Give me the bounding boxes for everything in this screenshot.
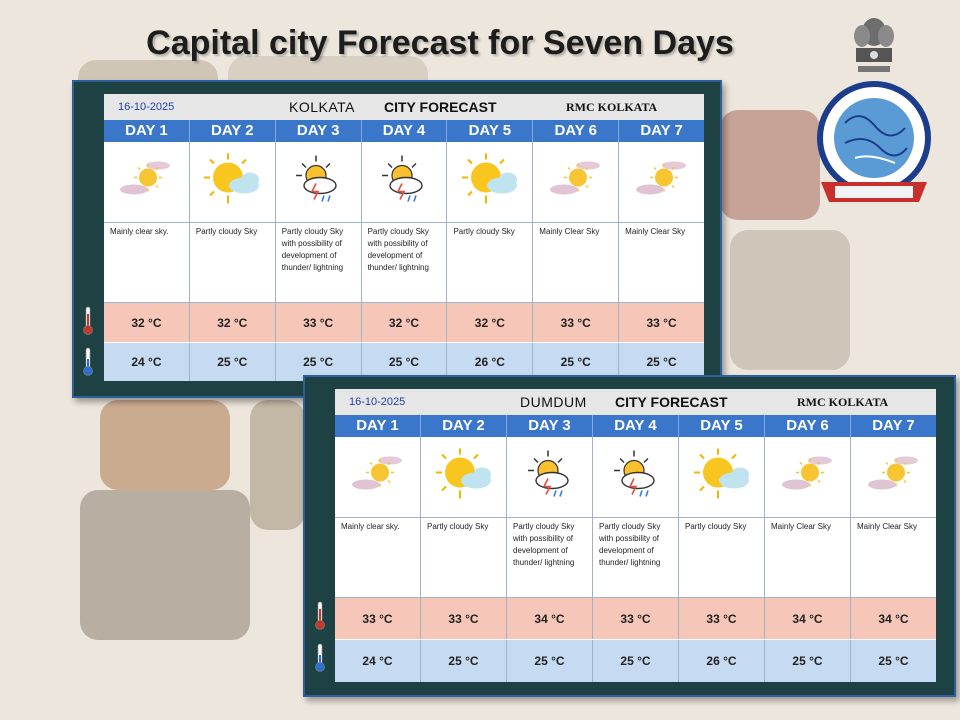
max-temperature: 33 °C bbox=[421, 598, 507, 640]
weather-icon-row bbox=[335, 437, 936, 517]
max-temperature: 33 °C bbox=[593, 598, 679, 640]
background-photo bbox=[100, 400, 230, 490]
day-header: DAY 2 bbox=[190, 120, 276, 142]
forecast-date: 16-10-2025 bbox=[118, 101, 175, 113]
weather-description: Mainly Clear Sky bbox=[857, 522, 918, 531]
thermometer-cold-icon bbox=[314, 643, 326, 673]
mainly-clear-icon bbox=[630, 156, 694, 209]
day-header: DAY 7 bbox=[872, 417, 915, 434]
emblem-icon bbox=[846, 14, 902, 82]
thunder-icon bbox=[376, 152, 432, 213]
min-temperature: 25 °C bbox=[533, 343, 619, 381]
min-temperature: 25 °C bbox=[765, 640, 851, 682]
day-header: DAY 6 bbox=[765, 415, 851, 437]
day-header: DAY 3 bbox=[507, 415, 593, 437]
day-header-row bbox=[335, 415, 936, 437]
rmc-label: RMC KOLKATA bbox=[566, 100, 658, 114]
max-temperature: 33 °C bbox=[679, 598, 765, 640]
description-row bbox=[104, 222, 704, 303]
background-photo bbox=[80, 490, 250, 640]
rmc-label: RMC KOLKATA bbox=[797, 395, 889, 409]
weather-description: Partly cloudy Sky bbox=[421, 518, 507, 598]
day-header: DAY 4 bbox=[362, 120, 448, 142]
thermometer-hot-icon bbox=[82, 306, 94, 336]
weather-description: Mainly clear sky. bbox=[104, 223, 190, 303]
weather-description: Partly cloudy Sky with possibility of development of thunder/ lightning bbox=[593, 518, 679, 598]
day-header-row bbox=[104, 120, 704, 142]
weather-description: Partly cloudy Sky with possibility of development of thunder/ lightning bbox=[362, 223, 448, 303]
min-temperature: 25 °C bbox=[507, 640, 593, 682]
min-temperature: 25 °C bbox=[421, 640, 507, 682]
dumdum-forecast-panel bbox=[303, 375, 956, 697]
kolkata-forecast-table bbox=[104, 94, 704, 380]
max-temperature: 33 °C bbox=[335, 598, 421, 640]
min-temperature: 26 °C bbox=[679, 640, 765, 682]
thermometer-hot-icon bbox=[314, 601, 326, 631]
day-header: DAY 1 bbox=[104, 120, 190, 142]
weather-description: Mainly Clear Sky bbox=[533, 223, 619, 303]
partly-cloudy-icon bbox=[432, 447, 496, 508]
weather-description: Partly cloudy Sky bbox=[447, 223, 533, 303]
day-header: DAY 4 bbox=[593, 415, 679, 437]
min-temperature: 25 °C bbox=[878, 654, 909, 668]
background-photo bbox=[250, 400, 305, 530]
max-temperature: 32 °C bbox=[104, 303, 190, 343]
mainly-clear-icon bbox=[776, 451, 840, 504]
background-photo bbox=[730, 230, 850, 370]
page-title: Capital city Forecast for Seven Days bbox=[146, 24, 734, 62]
day-header: DAY 5 bbox=[679, 415, 765, 437]
partly-cloudy-icon bbox=[200, 152, 264, 213]
min-temperature: 25 °C bbox=[190, 343, 276, 381]
kolkata-forecast-panel bbox=[72, 80, 722, 398]
partly-cloudy-icon bbox=[690, 447, 754, 508]
thermometer-cold-icon bbox=[82, 347, 94, 377]
max-temperature: 33 °C bbox=[276, 303, 362, 343]
max-temperature: 34 °C bbox=[878, 612, 909, 626]
mainly-clear-icon bbox=[544, 156, 608, 209]
forecast-date: 16-10-2025 bbox=[349, 396, 406, 408]
min-temperature: 24 °C bbox=[104, 343, 190, 381]
day-header: DAY 7 bbox=[640, 122, 683, 139]
partly-cloudy-icon bbox=[458, 152, 522, 213]
mainly-clear-icon bbox=[862, 451, 926, 504]
max-temperature: 33 °C bbox=[646, 316, 677, 330]
forecast-type: CITY FORECAST bbox=[384, 99, 497, 115]
max-temperature: 33 °C bbox=[533, 303, 619, 343]
thunder-icon bbox=[522, 447, 578, 508]
weather-description: Mainly Clear Sky bbox=[765, 518, 851, 598]
min-temperature: 25 °C bbox=[276, 343, 362, 381]
thunder-icon bbox=[608, 447, 664, 508]
weather-description: Partly cloudy Sky bbox=[190, 223, 276, 303]
dumdum-forecast-table bbox=[335, 389, 936, 681]
forecast-header bbox=[104, 94, 704, 120]
background-photo bbox=[720, 110, 820, 220]
day-header: DAY 3 bbox=[276, 120, 362, 142]
min-temperature: 26 °C bbox=[447, 343, 533, 381]
min-temperature: 25 °C bbox=[362, 343, 448, 381]
min-temperature: 25 °C bbox=[646, 355, 677, 369]
description-row bbox=[335, 517, 936, 598]
min-temperature: 25 °C bbox=[593, 640, 679, 682]
weather-description: Partly cloudy Sky with possibility of development of thunder/ lightning bbox=[507, 518, 593, 598]
mainly-clear-icon bbox=[114, 156, 178, 209]
city-name: DUMDUM bbox=[520, 394, 587, 410]
day-header: DAY 6 bbox=[533, 120, 619, 142]
day-header: DAY 5 bbox=[447, 120, 533, 142]
max-temperature-row bbox=[335, 597, 936, 640]
max-temperature-row bbox=[104, 302, 704, 343]
forecast-type: CITY FORECAST bbox=[615, 394, 728, 410]
weather-description: Mainly clear sky. bbox=[335, 518, 421, 598]
thunder-icon bbox=[290, 152, 346, 213]
min-temperature: 24 °C bbox=[335, 640, 421, 682]
weather-description: Partly cloudy Sky with possibility of development of thunder/ lightning bbox=[276, 223, 362, 303]
forecast-header bbox=[335, 389, 936, 415]
weather-description: Mainly Clear Sky bbox=[625, 227, 686, 236]
max-temperature: 34 °C bbox=[765, 598, 851, 640]
city-name: KOLKATA bbox=[289, 99, 356, 115]
day-header: DAY 1 bbox=[335, 415, 421, 437]
max-temperature: 34 °C bbox=[507, 598, 593, 640]
max-temperature: 32 °C bbox=[447, 303, 533, 343]
max-temperature: 32 °C bbox=[362, 303, 448, 343]
max-temperature: 32 °C bbox=[190, 303, 276, 343]
min-temperature-row bbox=[335, 639, 936, 682]
mainly-clear-icon bbox=[346, 451, 410, 504]
weather-icon-row bbox=[104, 142, 704, 222]
weather-description: Partly cloudy Sky bbox=[679, 518, 765, 598]
day-header: DAY 2 bbox=[421, 415, 507, 437]
imd-logo-icon bbox=[815, 78, 933, 212]
